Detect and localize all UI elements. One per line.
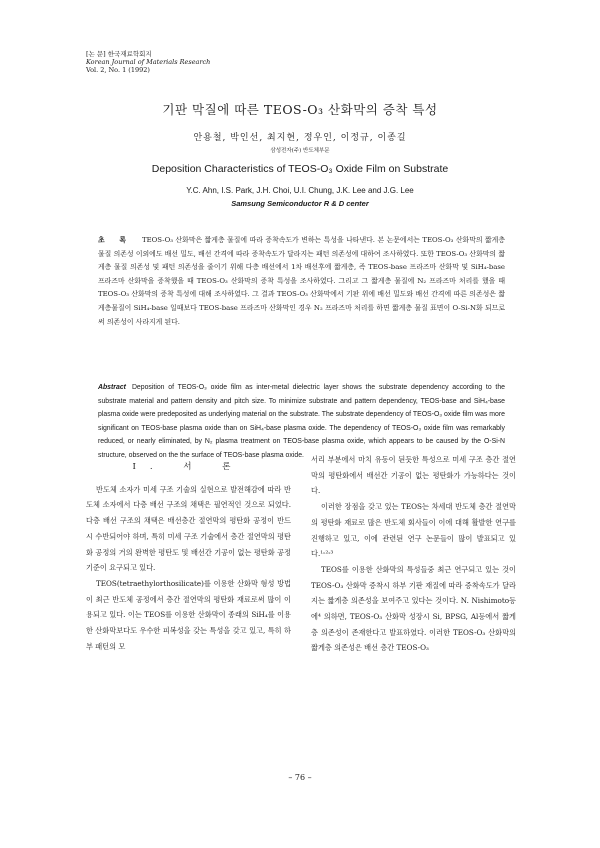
journal-masthead — [86, 50, 210, 74]
authors-korean: 안용철, 박인선, 최지현, 정우인, 이정규, 이종길 — [193, 133, 407, 143]
abstract-korean-label: 초 록 — [98, 236, 133, 244]
page-number: – 76 – — [288, 773, 312, 782]
authors-english: Y.C. Ahn, I.S. Park, J.H. Choi, U.I. Chung, J.K. Lee and J.G. Lee — [186, 186, 414, 195]
masthead-line-1: [논 문] 한국재료학회지 — [86, 50, 152, 58]
paragraph: TEOS(tetraethylorthosilicate)를 이용한 산화막 형성 방법이 최근 반도체 공정에서 층간 절연막의 평탄화 재료로써 많이 이용되고 있다. 이는 TEOS를 이용한 산화막이 종래의 SiH₄를 이용한 산화막보다도 우수한 피복성을 갖는 특성을 갖고 있고, 특히 하부 패턴의 모 — [86, 578, 291, 651]
paragraph: 서리 부분에서 마치 유동이 된듯한 특성으로 미세 구조 층간 절연막의 평탄화에서 배선간 기공이 없는 평탄화가 가능하다는 것이다. — [311, 455, 516, 496]
abstract-english — [98, 381, 505, 463]
affiliation-english: Samsung Semiconductor R & D center — [231, 199, 369, 208]
paragraph: 반도체 소자가 미세 구조 기술의 실현으로 발전해감에 따라 반도체 소자에서 다층 배선 구조의 채택은 필연적인 것으로 되었다. 다층 배선 구조의 채택은 배선층간 절연막의 평탄화 공정이 반드시 수반되어야 하며, 특히 미세 구조 기술에서 층간 절연막의 평탄화 공정의 거의 완벽한 평탄도 및 배선간 기공이 없는 평탄화 공정 기준이 요구되고 있다. — [86, 484, 291, 573]
paragraph: TEOS를 이용한 산화막의 특성들중 최근 연구되고 있는 것이 TEOS-O₃ 산화막 증착시 하부 기판 재질에 따라 증착속도가 달라지는 짧게층 의존성을 보여주고 있다는 것이다. N. Nishimoto등에⁴ 의하면, TEOS-O₃ 산화막 성장시 Si, BPSG, Al등에서 짧게층 의존성이 존재한다고 발표하였다. 이러한 TEOS-O₃ 산화막의 짧게층 의존성은 배선 층간 TEOS-O₃ — [311, 564, 516, 653]
title-korean: 기판 막질에 따른 TEOS-O₃ 산화막의 증착 특성 — [162, 102, 438, 117]
masthead-volume: Vol. 2, No. 1 (1992) — [86, 66, 150, 74]
paragraph: 이러한 장점을 갖고 있는 TEOS는 차세대 반도체 층간 절연막의 평탄화 재료로 많은 반도체 회사들이 이에 대해 활발한 연구를 진행하고 있고, 이에 관련된 연구 논문들이 많이 발표되고 있다.¹˒²˒³ — [311, 502, 516, 559]
body-column-right — [311, 452, 516, 656]
title-english: Deposition Characteristics of TEOS-O₃ Oxide Film on Substrate — [151, 163, 449, 175]
affiliation-korean: 삼성전자(주) 반도체부문 — [270, 148, 330, 154]
abstract-korean — [98, 234, 505, 329]
abstract-english-label: Abstract — [98, 384, 126, 391]
masthead-journal-name: Korean Journal of Materials Research — [86, 58, 211, 66]
section-heading-introduction: I. 서 론 — [132, 462, 245, 472]
body-column-left — [86, 452, 291, 654]
abstract-korean-text: TEOS-O₃ 산화막은 짧게층 물질에 따라 증착속도가 변하는 특성을 나타낸다. 본 논문에서는 TEOS-O₃ 산화막의 짧게층 물질 의존성 이외에도 배선 밀도, 배선 간격에 따라 증착속도가 달라지는 패턴 의존성에 대하여 조사하였다. 또한 TEOS-O₃ 산화막의 짧게층 물질 의존성 및 패턴 의존성을 줄이기 위해 다층 배선에서 1차 배선후에 짧게층, 즉 TEOS-base 프라즈마 산화막 및 SiH₄-base 프라즈마 산화막을 증착했을 때 TEOS-O₃ 산화막의 증착 특성을 조사하였다. 그리고 그 짧게층 물질에 N₂ 프라즈마 처리를 했을 때 TEOS-O₃ 산화막의 증착 특성에 대해 조사하였다. 그 결과 TEOS-O₃ 산화막에서 기판 위에 배선 밀도와 배선 간격에 따른 의존성은 짧게층물질이 SiH₄-base 일때보다 TEOS-base 프라즈마 산화막인 경우 N₂ 프라즈마 처리를 하면 짧게층 물질 표면이 O-Si-N화 되므로써 의존성이 사라지게 된다. — [98, 236, 505, 326]
abstract-english-text: Deposition of TEOS-O₃ oxide film as inter-metal dielectric layer shows the substrate dependency according to the substrate material and pattern density and pitch size. To minimize substrate and pattern dependency, TEOS-base and SiH₄-base plasma oxide were predeposited as underlying material on the substrate. The substrate dependency of TEOS-O₃ oxide film was more significant on TEOS-base plasma oxide than on SiH₄-base plasma oxide. The dependency of TEOS-O₃ oxide film was remarkably reduced, or nearly eliminated, by N₂ plasma treatment on TEOS-base plasma oxide, which appears to be caused by the O-Si-N structure, observed on the the surface of TEOS-base plasma oxide. — [98, 384, 505, 459]
